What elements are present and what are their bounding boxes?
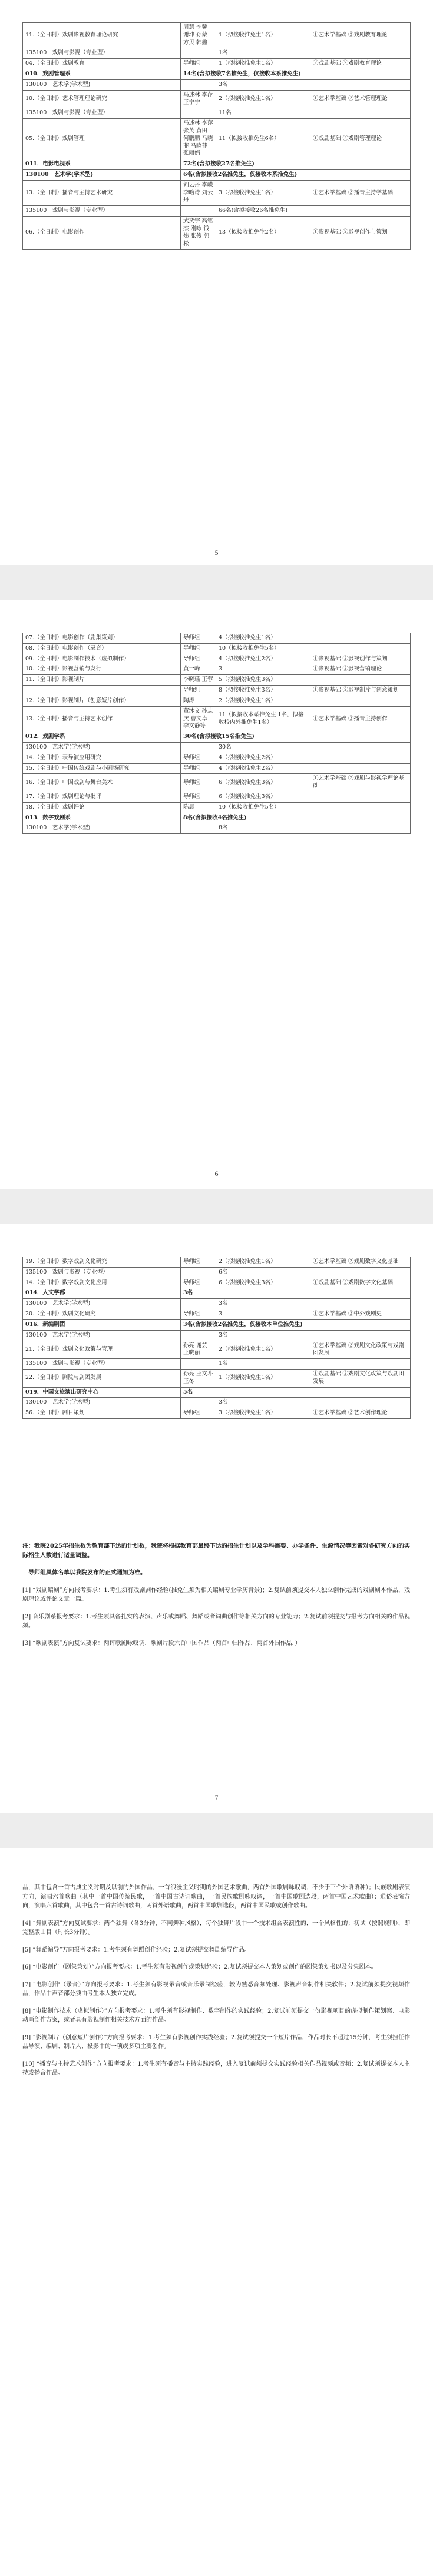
supervisor-cell — [181, 1330, 216, 1341]
table-row — [23, 792, 411, 803]
table-row — [23, 90, 411, 108]
table-row — [23, 1341, 411, 1359]
table-row — [23, 108, 411, 119]
enrollment-cell: 6（拟接收推免生3名） — [216, 792, 310, 803]
exam-subject-cell: ①影视基础 ②影视制片与创意策划 — [310, 686, 411, 696]
direction-cell: 135100 戏剧与影视（专业型） — [23, 206, 181, 217]
footnote-paragraph: [3] “歌剧表演”方向复试要求：两评歌剧咏叹调，歌剧片段六首中国作品（两首中国作品，两首外国作品，） — [22, 1640, 301, 1647]
page-gap — [0, 565, 433, 600]
direction-cell: 130100 艺术学(学术型) — [23, 742, 181, 753]
exam-subject-cell: ①影视基础 ②影视创作与策划 — [310, 654, 411, 664]
exam-subject-cell: ②戏剧基础 ②戏剧教育理论 — [310, 59, 411, 69]
table-row — [23, 59, 411, 69]
table-row — [23, 159, 411, 170]
supervisor-cell: 黄一峰 — [181, 664, 216, 675]
table-row — [23, 79, 411, 90]
exam-subject-cell — [310, 1398, 411, 1408]
department-cell: 014．人文学部 — [23, 1288, 181, 1299]
table-row — [23, 1288, 411, 1299]
exam-subject-cell: ①艺术学基础 ②戏剧教育理论 — [310, 23, 411, 48]
footnote-paragraph: [9] “影视制片（创意短片创作）”方向报考要求：1.考生须有影视创作实践经验；2.复试须提交一个短片作品，作品时长不超过15分钟，考生须担任作品导演、编剧、制片人、摄影中的一项或多项主要创作。 — [22, 2034, 410, 2050]
table-row — [23, 119, 411, 159]
supervisor-cell — [181, 823, 216, 834]
direction-cell: 15.（全日制）中国传统戏剧与小剧场研究 — [23, 763, 181, 774]
enrollment-cell: 10（拟接收推免生5名） — [216, 643, 310, 654]
supervisor-cell: 导师组 — [181, 59, 216, 69]
table-row — [23, 763, 411, 774]
enrollment-cell: 1（拟接收推免生1名） — [216, 1369, 310, 1387]
department-cell: 011．电影电视系 — [23, 159, 181, 170]
exam-subject-cell: ①影视基础 ②影视创作与策划 — [310, 217, 411, 250]
exam-subject-cell — [310, 1330, 411, 1341]
table-row — [23, 1398, 411, 1408]
supervisor-cell: 李晓瑶 王蓉 — [181, 675, 216, 686]
enrollment-cell: 3（拟接收推免生1名） — [216, 1408, 310, 1419]
footnote-paragraph: [10] “播音与主持艺术创作”方向报考要求：1.考生须有播音与主持实践经验，进入复试前须提交实践经验相关作品视频或音频；2.复试须提交本人主持或播音作品。 — [22, 2060, 410, 2076]
table-row — [23, 1408, 411, 1419]
enrollment-cell: 4（拟接收推免生2名） — [216, 654, 310, 664]
direction-cell: 135100 戏剧与影视（专业型） — [23, 1267, 181, 1278]
supervisor-cell: 陈晨 — [181, 802, 216, 813]
enrollment-cell: 10（拟接收推免生5名） — [216, 802, 310, 813]
enrollment-cell: 8名 — [216, 823, 310, 834]
footnote-paragraph: 导师组具体名单以我院发布的正式通知为准。 — [22, 1570, 146, 1576]
table-row — [23, 1369, 411, 1387]
exam-subject-cell: ①艺术学基础 ②播音主持创作 — [310, 706, 411, 732]
exam-subject-cell: ①艺术学基础 ②戏剧与影视学理论基础 — [310, 774, 411, 792]
direction-cell: 11.（全日制）戏剧影视教育理论研究 — [23, 23, 181, 48]
footnote-paragraph: [5] “舞蹈编导”方向报考要求：1.考生须有舞蹈创作经验；2.复试须提交舞剧编导作品。 — [22, 1946, 250, 1953]
department-quota-cell: 5名 — [181, 1387, 411, 1398]
enrollment-cell: 8（拟接收推免生3名） — [216, 686, 310, 696]
footnote-paragraph: [2] 音乐剧系报考要求：1.考生须具备扎实的表演、声乐或舞蹈、舞蹈或者词曲创作等相关方向的专业能力；2.复试前须提交与报考方向相关的作品视频。 — [22, 1613, 410, 1629]
enrollment-cell: 5（拟接收推免生3名） — [216, 675, 310, 686]
exam-subject-cell — [310, 763, 411, 774]
supervisor-cell — [181, 742, 216, 753]
exam-subject-cell — [310, 108, 411, 119]
exam-subject-cell — [310, 1299, 411, 1309]
supervisor-cell: 导师组 — [181, 633, 216, 644]
supervisor-cell: 刘云丹 李嵘 李晗诗 刘云丹 — [181, 180, 216, 205]
enrollment-cell: 3名 — [216, 1299, 310, 1309]
department-cell: 130100 艺术学(学术型) — [23, 170, 181, 181]
enrollment-cell: 11名 — [216, 108, 310, 119]
direction-cell: 06.（全日制）电影创作 — [23, 217, 181, 250]
supervisor-cell — [181, 48, 216, 59]
department-quota-cell: 3名 — [181, 1288, 411, 1299]
exam-subject-cell: ①艺术学基础 ②戏剧文化政策与戏剧团发展 — [310, 1341, 411, 1359]
exam-subject-cell: ①艺术学基础 ②中外戏剧史 — [310, 1309, 411, 1320]
footnote-paragraph: [6] “电影创作（剧集策划）”方向报考要求：1.考生须有影视创作或策划经验；2.复试须提交本人策划或创作的剧集策划书以及分集剧本。 — [22, 1964, 377, 1970]
exam-subject-cell — [310, 675, 411, 686]
direction-cell: 18.（全日制）戏剧评论 — [23, 802, 181, 813]
footnote-paragraph: [7] “电影创作（录音）”方向报考要求：1.考生须有影视录音或音乐录制经验，较为熟悉音频处理、影视声音制作相关软件；2.复试前须提交视频作品，作品中声音部分须由考生本人独立完成。 — [22, 1981, 410, 1997]
table-row — [23, 742, 411, 753]
exam-subject-cell — [310, 1267, 411, 1278]
supervisor-cell: 陶涛 — [181, 696, 216, 706]
direction-cell: 130100 艺术学(学术型) — [23, 1330, 181, 1341]
exam-subject-cell: ①艺术学基础 ②播音主持学基础 — [310, 180, 411, 205]
enrollment-cell: 2（拟接收推免生1名） — [216, 1257, 310, 1268]
footnote-paragraph: [4] “舞剧表演”方向复试要求：两个独舞（各3分钟，不同舞种风格），每个独舞片段中一个技术组合表演性的，一个风格性的；初试（按照规则），即完整版曲目（时长3分钟）。 — [22, 1920, 410, 1936]
table-row — [23, 643, 411, 654]
department-quota-cell: 3名(含拟接收2名推免生，仅接收本单位推免生) — [181, 1319, 411, 1330]
exam-subject-cell: ①戏剧基础 ②戏剧文化政策与戏剧团发展 — [310, 1369, 411, 1387]
footnote-paragraph: 注：我院2025年招生数为教育部下达的计划数，我院将根据教育部最终下达的招生计划以及学科需要、办学条件、生源情况等因素对各研究方向的实际招生人数进行适量调整。 — [22, 1543, 410, 1559]
direction-cell: 08.（全日制）电影创作（录音） — [23, 643, 181, 654]
table-row — [23, 654, 411, 664]
enrollment-cell: 2（拟接收推免生1名） — [216, 1341, 310, 1359]
direction-cell: 04.（全日制）戏剧教育 — [23, 59, 181, 69]
enrollment-cell: 3 — [216, 1309, 310, 1320]
enrollment-cell: 6名 — [216, 1267, 310, 1278]
direction-cell: 22.（全日制）剧院与剧团发展 — [23, 1369, 181, 1387]
direction-cell: 130100 艺术学(学术型) — [23, 823, 181, 834]
enrollment-cell: 3 — [216, 664, 310, 675]
footnotes-bottom — [22, 1883, 410, 2086]
table-row — [23, 1319, 411, 1330]
supervisor-cell: 导师组 — [181, 1278, 216, 1288]
table-row — [23, 69, 411, 80]
direction-cell: 21.（全日制）戏剧文化政策与管理 — [23, 1341, 181, 1359]
supervisor-cell — [181, 1267, 216, 1278]
supervisor-cell — [181, 1299, 216, 1309]
enrollment-cell: 1（拟接收推免生1名） — [216, 59, 310, 69]
table-row — [23, 1278, 411, 1288]
exam-subject-cell — [310, 633, 411, 644]
exam-subject-cell — [310, 643, 411, 654]
table-row — [23, 1387, 411, 1398]
direction-cell: 17.（全日制）戏剧理论与批评 — [23, 792, 181, 803]
direction-cell: 12.（全日制）影视制片（创意短片创作） — [23, 696, 181, 706]
department-quota-cell: 6名(含拟接收2名推免生，仅接收本系推免生) — [181, 170, 411, 181]
direction-cell: 130100 艺术学(学术型) — [23, 79, 181, 90]
enrollment-cell: 30名 — [216, 742, 310, 753]
table-row — [23, 1330, 411, 1341]
direction-cell: 56.（全日制）剧目策划 — [23, 1408, 181, 1419]
enrollment-cell: 4（拟接收推免生2名） — [216, 763, 310, 774]
supervisor-cell — [181, 79, 216, 90]
table-row — [23, 1267, 411, 1278]
direction-cell: 130100 艺术学(学术型) — [23, 1398, 181, 1408]
table-row — [23, 813, 411, 823]
exam-subject-cell — [310, 823, 411, 834]
supervisor-cell: 导师组 — [181, 792, 216, 803]
enrollment-cell: 4（拟接收推免生2名） — [216, 753, 310, 763]
enrollment-cell: 2（拟接收推免生1名） — [216, 90, 310, 108]
supervisor-cell — [181, 206, 216, 217]
supervisor-cell — [181, 1398, 216, 1408]
table-row — [23, 1257, 411, 1268]
exam-subject-cell: ①艺术学基础 ②艺术创作理论 — [310, 1408, 411, 1419]
table-row — [23, 774, 411, 792]
footnote-paragraph: [1] “戏剧编剧”方向报考要求：1.考生须有戏剧剧作经验(推免生须为相关编剧专业学历背景)；2.复试前须提交本人独立创作完成的戏剧剧本作品，戏剧理论或评论文章一篇。 — [22, 1587, 410, 1603]
exam-subject-cell — [310, 753, 411, 763]
direction-cell: 19.（全日制）数字戏剧文化研究 — [23, 1257, 181, 1268]
direction-cell: 14.（全日制）表导演应用研究 — [23, 753, 181, 763]
supervisor-cell: 孙亮 谢芸 王晓丽 — [181, 1341, 216, 1359]
supervisor-cell: 导师组 — [181, 1309, 216, 1320]
table-row — [23, 633, 411, 644]
table-row — [23, 706, 411, 732]
direction-cell: 130100 艺术学(学术型) — [23, 1299, 181, 1309]
table-row — [23, 217, 411, 250]
department-cell: 013．数字戏剧系 — [23, 813, 181, 823]
department-cell: 012．戏剧学系 — [23, 732, 181, 743]
enrollment-cell: 6（拟接收推免生3名） — [216, 1278, 310, 1288]
enrollment-cell: 1（拟接收推免生1名） — [216, 23, 310, 48]
table-row — [23, 23, 411, 48]
enrollment-cell: 2（拟接收推免生1名） — [216, 696, 310, 706]
department-cell: 019．中国文旅演出研究中心 — [23, 1387, 181, 1398]
enrollment-table-page-5 — [22, 22, 411, 250]
table-row — [23, 48, 411, 59]
supervisor-cell: 孙亮 王文斗 王冬 — [181, 1369, 216, 1387]
enrollment-cell: 66名(含拟接收26名推免生) — [216, 206, 310, 217]
exam-subject-cell: ①戏剧基础 ②戏剧数字文化基础 — [310, 1278, 411, 1288]
department-cell: 010．戏剧管理系 — [23, 69, 181, 80]
table-row — [23, 1359, 411, 1370]
table-row — [23, 802, 411, 813]
page-gap — [0, 1813, 433, 1848]
department-quota-cell: 8名(含拟接收4名推免生) — [181, 813, 411, 823]
exam-subject-cell: ①艺术学基础 ②艺术管理理论 — [310, 90, 411, 108]
enrollment-cell: 3名 — [216, 1398, 310, 1408]
direction-cell: 16.（全日制）中国戏剧与舞台美术 — [23, 774, 181, 792]
table-row — [23, 675, 411, 686]
supervisor-cell: 董沐文 孙志庆 曹文卓 李文静等 — [181, 706, 216, 732]
exam-subject-cell — [310, 696, 411, 706]
page-number: 5 — [214, 550, 219, 557]
page-number: 6 — [214, 1171, 219, 1178]
table-row — [23, 180, 411, 205]
page-number: 7 — [214, 1795, 219, 1801]
supervisor-cell: 周慧 李馨 谢坤 孙蒙 方贝 韩鑫 — [181, 23, 216, 48]
direction-cell: 07.（全日制）电影创作（剧集策划） — [23, 633, 181, 644]
table-row — [23, 696, 411, 706]
table-row — [23, 1309, 411, 1320]
footnote-paragraph: 品，其中包含一首古典主义时期及以前的外国作品，一首浪漫主义时期的外国艺术歌曲，两首外国歌剧咏叹调，不少于三个外语语种）；民族歌剧表演方向，演唱六首歌曲（其中一首中国传统民歌，一首中国古诗词歌曲，一首民族歌剧咏叹调，一首中国歌剧选段，两首中国艺术歌曲）；通俗表演方向，演唱六首歌曲，其中包含一首古诗词歌曲，两首外语歌曲，两首中国歌剧选段，两首中国民歌或创作歌曲。 — [22, 1884, 410, 1909]
supervisor-cell: 武奕宇 高继杰 刚咏 钱炜 张俊 郭松 — [181, 217, 216, 250]
footnotes-top — [22, 1542, 410, 1656]
direction-cell: 05.（全日制）戏剧管理 — [23, 119, 181, 159]
supervisor-cell: 导师组 — [181, 1257, 216, 1268]
enrollment-cell: 6（拟接收推免生3名） — [216, 774, 310, 792]
enrollment-cell: 13（拟接收推免生2名） — [216, 217, 310, 250]
supervisor-cell: 导师组 — [181, 686, 216, 696]
exam-subject-cell — [310, 802, 411, 813]
direction-cell: 10.（全日制）艺术管理理论研究 — [23, 90, 181, 108]
table-row — [23, 206, 411, 217]
supervisor-cell: 导师组 — [181, 763, 216, 774]
exam-subject-cell — [310, 48, 411, 59]
direction-cell: 135100 戏剧与影视（专业型） — [23, 1359, 181, 1370]
exam-subject-cell — [310, 742, 411, 753]
table-row — [23, 823, 411, 834]
page-gap — [0, 1189, 433, 1224]
direction-cell: 09.（全日制）电影制作技术（虚拟制作） — [23, 654, 181, 664]
table-row — [23, 686, 411, 696]
department-quota-cell: 30名(含拟接收15名推免生) — [181, 732, 411, 743]
direction-cell: 13.（全日制）播音与主持艺术创作 — [23, 706, 181, 732]
enrollment-cell: 3（拟接收推免生1名） — [216, 180, 310, 205]
exam-subject-cell: ①戏剧基础 ②戏剧管理理论 — [310, 119, 411, 159]
direction-cell: 14.（全日制）数字戏剧文化应用 — [23, 1278, 181, 1288]
enrollment-cell: 1名 — [216, 48, 310, 59]
table-row — [23, 732, 411, 743]
enrollment-cell: 4（拟接收推免生1名） — [216, 633, 310, 644]
table-row — [23, 170, 411, 181]
enrollment-cell: 1名 — [216, 1359, 310, 1370]
supervisor-cell — [181, 108, 216, 119]
supervisor-cell: 导师组 — [181, 753, 216, 763]
supervisor-cell: 导师组 — [181, 643, 216, 654]
direction-cell: 20.（全日制）戏剧文化研究 — [23, 1309, 181, 1320]
exam-subject-cell — [310, 792, 411, 803]
table-row — [23, 1299, 411, 1309]
enrollment-cell: 3名 — [216, 1330, 310, 1341]
table-row — [23, 753, 411, 763]
enrollment-cell: 11（拟接收本系推免生 1名，拟接收校内外推免生1名） — [216, 706, 310, 732]
supervisor-cell — [181, 1359, 216, 1370]
direction-cell: 10.（全日制）影视营销与发行 — [23, 664, 181, 675]
enrollment-table-page-7 — [22, 1257, 411, 1419]
exam-subject-cell: ①艺术学基础 ②戏剧数字文化基础 — [310, 1257, 411, 1268]
supervisor-cell: 马述林 李萍 王宁宁 — [181, 90, 216, 108]
direction-cell: 135100 戏剧与影视（专业型） — [23, 48, 181, 59]
exam-subject-cell: ①影视基础 ②影视营销理论 — [310, 664, 411, 675]
supervisor-cell: 导师组 — [181, 654, 216, 664]
direction-cell — [23, 686, 181, 696]
department-quota-cell: 72名(含拟接收27名推免生) — [181, 159, 411, 170]
supervisor-cell: 马述林 李萍 张英 黄田 何鹏鹏 马晓菲 马晓菲 张丽娟 — [181, 119, 216, 159]
supervisor-cell: 导师组 — [181, 1408, 216, 1419]
direction-cell: 11.（全日制）影视制片 — [23, 675, 181, 686]
exam-subject-cell — [310, 1359, 411, 1370]
exam-subject-cell — [310, 206, 411, 217]
supervisor-cell: 导师组 — [181, 774, 216, 792]
footnote-paragraph: [8] “电影制作技术（虚拟制作）”方向报考要求：1.考生须有影视制作、数字制作的实践经验；2.复试前须提交一份影视项目的虚拟制作策划案、电影动画创作方案，或者具有影视制作相关技术方面的作品。 — [22, 2007, 410, 2023]
enrollment-table-page-6 — [22, 633, 411, 834]
exam-subject-cell — [310, 79, 411, 90]
direction-cell: 13.（全日制）播音与主持艺术研究 — [23, 180, 181, 205]
direction-cell: 135100 戏剧与影视（专业型） — [23, 108, 181, 119]
department-cell: 016．新编剧团 — [23, 1319, 181, 1330]
enrollment-cell: 11（拟接收推免生6名） — [216, 119, 310, 159]
enrollment-cell: 3名 — [216, 79, 310, 90]
table-row — [23, 664, 411, 675]
department-quota-cell: 14名(含拟接收7名推免生，仅接收本系推免生) — [181, 69, 411, 80]
